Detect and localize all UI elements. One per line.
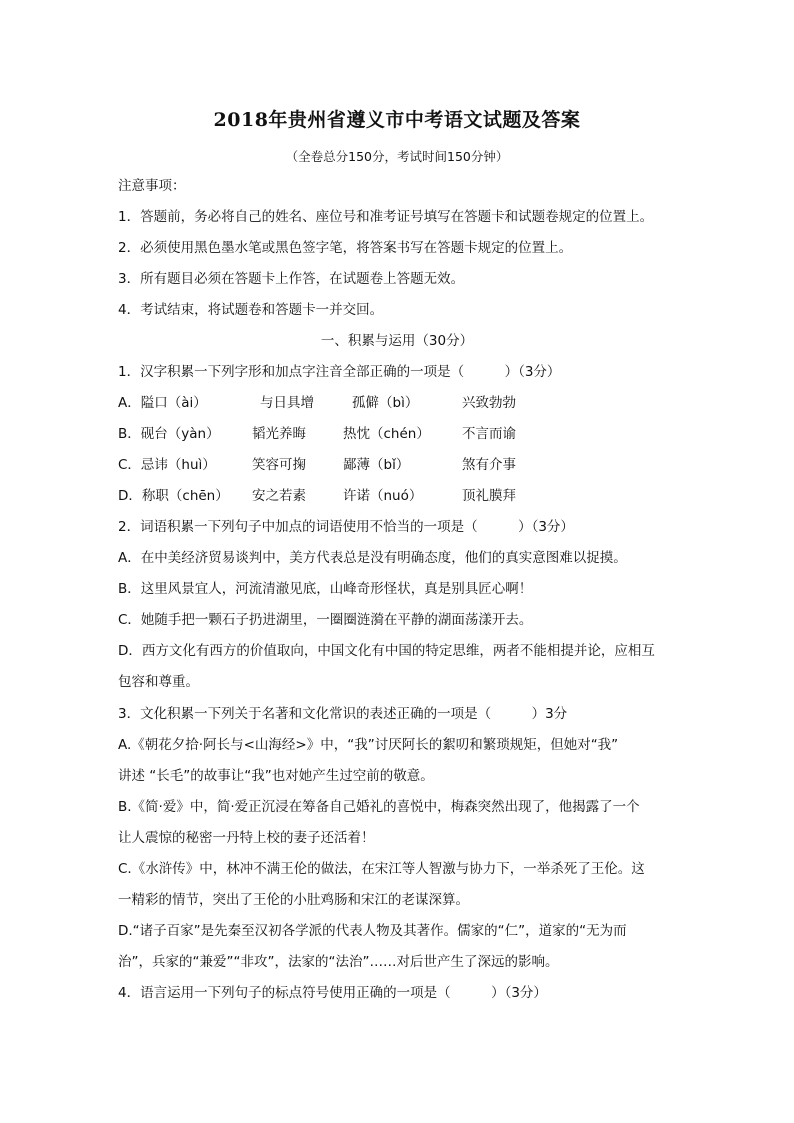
exam-subtitle: （全卷总分150分，考试时间150分钟） [285, 149, 509, 164]
q1-option-b-col2: 韬光养晦 [252, 426, 306, 442]
q1-option-a-col1: A．隘口（ài） [118, 395, 207, 411]
q2-option-b: B．这里风景宜人，河流清澈见底，山峰奇形怪状，真是别具匠心啊！ [118, 581, 533, 597]
q1-option-b-col1: B．砚台（yàn） [118, 426, 220, 442]
notice-heading: 注意事项： [118, 178, 186, 194]
q2-option-a: A．在中美经济贸易谈判中，美方代表总是没有明确态度，他们的真实意图难以捉摸。 [118, 550, 627, 566]
q1-option-a-col3: 孤僻（bì） [352, 395, 419, 411]
notice-item: 1．答题前，务必将自己的姓名、座位号和准考证号填写在答题卡和试题卷规定的位置上。 [118, 209, 654, 225]
q2-option-d: D．西方文化有西方的价值取向，中国文化有中国的特定思维，两者不能相提并论，应相互 [118, 643, 655, 659]
q3-option-b-cont: 让人震惊的秘密一丹特上校的妻子还活着！ [118, 830, 375, 846]
q1-option-d-col2: 安之若素 [252, 488, 306, 504]
q3-option-d: D.“诸子百家”是先秦至汉初各学派的代表人物及其著作。儒家的“仁”，道家的“无为而 [118, 923, 627, 939]
q1-option-c-col3: 鄙薄（bǐ） [343, 457, 410, 473]
q2-option-c: C．她随手把一颗石子扔进湖里，一圈圈涟漪在平静的湖面荡漾开去。 [118, 612, 533, 628]
question-3-stem: 3．文化积累一下列关于名著和文化常识的表述正确的一项是（ ）3分 [118, 706, 568, 722]
q3-option-c-cont: 一精彩的情节，突出了王伦的小肚鸡肠和宋江的老谋深算。 [118, 892, 469, 908]
question-4-stem: 4．语言运用一下列句子的标点符号使用正确的一项是（ ）（3分） [118, 985, 547, 1001]
question-2-stem: 2．词语积累一下列句子中加点的词语使用不恰当的一项是（ ）（3分） [118, 519, 574, 535]
q1-option-c-col4: 煞有介事 [462, 457, 516, 473]
question-1-stem: 1．汉字积累一下列字形和加点字注音全部正确的一项是（ ）（3分） [118, 364, 561, 380]
q1-option-c-col1: C．忌讳（huì） [118, 457, 216, 473]
q1-option-c-col2: 笑容可掬 [252, 457, 306, 473]
notice-item: 3．所有题目必须在答题卡上作答，在试题卷上答题无效。 [118, 271, 465, 287]
q1-option-d-col3: 许诺（nuó） [343, 488, 423, 504]
q1-option-d-col4: 顶礼膜拜 [462, 488, 516, 504]
q1-option-a-col4: 兴致勃勃 [462, 395, 516, 411]
page-title: 2018年贵州省遵义市中考语文试题及答案 [213, 109, 581, 131]
notice-item: 2．必须使用黑色墨水笔或黑色签字笔，将答案书写在答题卡规定的位置上。 [118, 240, 573, 256]
q3-option-a-cont: 讲述 “长毛”的故事让“我”也对她产生过空前的敬意。 [118, 768, 434, 784]
q3-option-d-cont: 治”，兵家的“兼爱”“非攻”，法家的“法治”……对后世产生了深远的影响。 [118, 954, 559, 970]
q2-option-d-cont: 包容和尊重。 [118, 674, 199, 690]
q1-option-b-col3: 热忱（chén） [343, 426, 430, 442]
q1-option-b-col4: 不言而谕 [462, 426, 516, 442]
q3-option-c: C.《水浒传》中，林冲不满王伦的做法，在宋江等人智激与协力下，一举杀死了王伦。这 [118, 861, 645, 877]
q1-option-d-col1: D．称职（chēn） [118, 488, 229, 504]
notice-item: 4．考试结束，将试题卷和答题卡一并交回。 [118, 302, 384, 318]
q3-option-b: B.《简·爱》中，简·爱正沉浸在筹备自己婚礼的喜悦中，梅森突然出现了，他揭露了一个 [118, 799, 640, 815]
section-heading: 一、积累与运用（30分） [320, 333, 474, 349]
q3-option-a: A.《朝花夕拾·阿长与<山海经>》中，“我”讨厌阿长的絮叨和繁琐规矩，但她对“我” [118, 737, 619, 753]
q1-option-a-col2: 与日具增 [260, 395, 314, 411]
